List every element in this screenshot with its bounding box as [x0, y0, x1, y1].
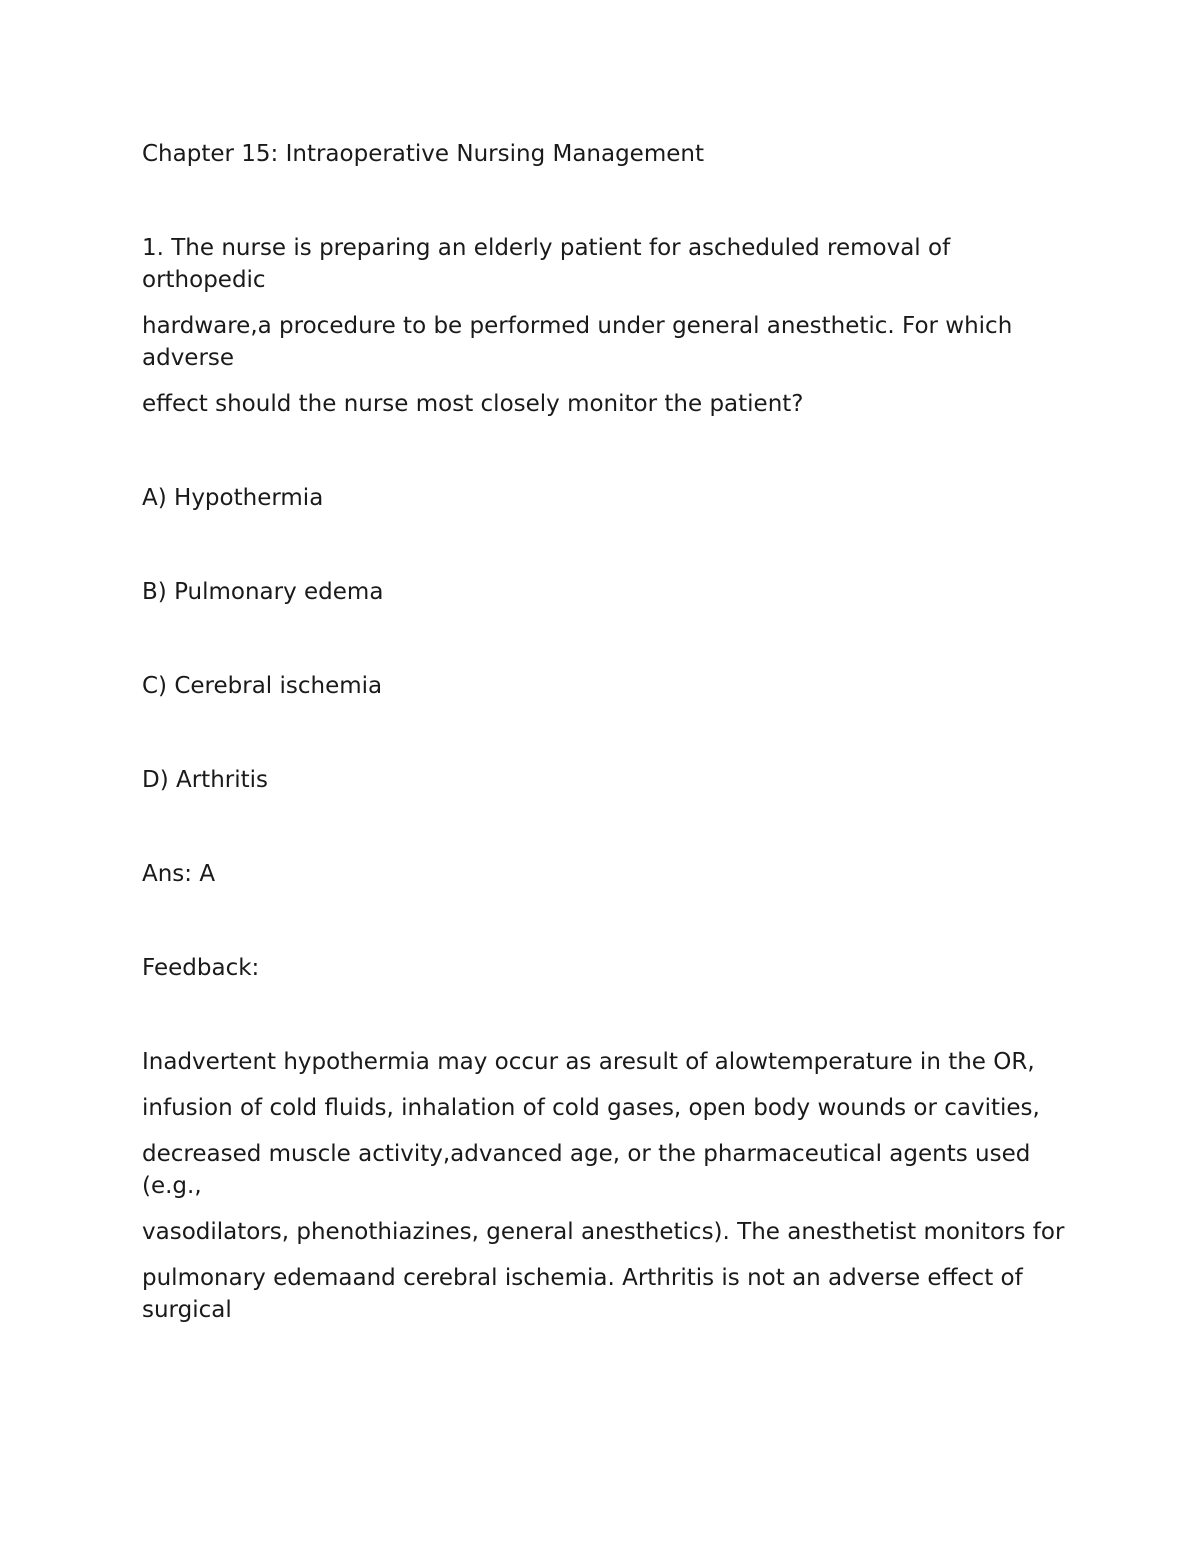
options-list [142, 482, 1072, 796]
option-b: B) Pulmonary edema [142, 579, 384, 605]
feedback-line: vasodilators, phenothiazines, general anesthetics). The anesthetist monitors for [142, 1219, 1065, 1245]
feedback-line: Inadvertent hypothermia may occur as aresult of alowtemperature in the OR, [142, 1049, 1035, 1075]
option-a: A) Hypothermia [142, 485, 324, 511]
question-block [142, 232, 1072, 420]
answer-line: Ans: A [142, 861, 216, 887]
feedback-line: decreased muscle activity,advanced age, or the pharmaceutical agents used (e.g., [142, 1141, 1031, 1199]
feedback-heading: Feedback: [142, 955, 260, 981]
chapter-title: Chapter 15: Intraoperative Nursing Management [142, 141, 704, 167]
option-c: C) Cerebral ischemia [142, 673, 383, 699]
question-line: effect should the nurse most closely monitor the patient? [142, 391, 804, 417]
question-line: 1. The nurse is preparing an elderly patient for ascheduled removal of orthopedic [142, 235, 951, 293]
question-line: hardware,a procedure to be performed under general anesthetic. For which adverse [142, 313, 1013, 371]
feedback-block [142, 1046, 1072, 1326]
option-d: D) Arthritis [142, 767, 269, 793]
feedback-line: pulmonary edemaand cerebral ischemia. Arthritis is not an adverse effect of surgical [142, 1265, 1023, 1323]
document-content [142, 138, 1072, 1340]
feedback-line: infusion of cold fluids, inhalation of cold gases, open body wounds or cavities, [142, 1095, 1040, 1121]
